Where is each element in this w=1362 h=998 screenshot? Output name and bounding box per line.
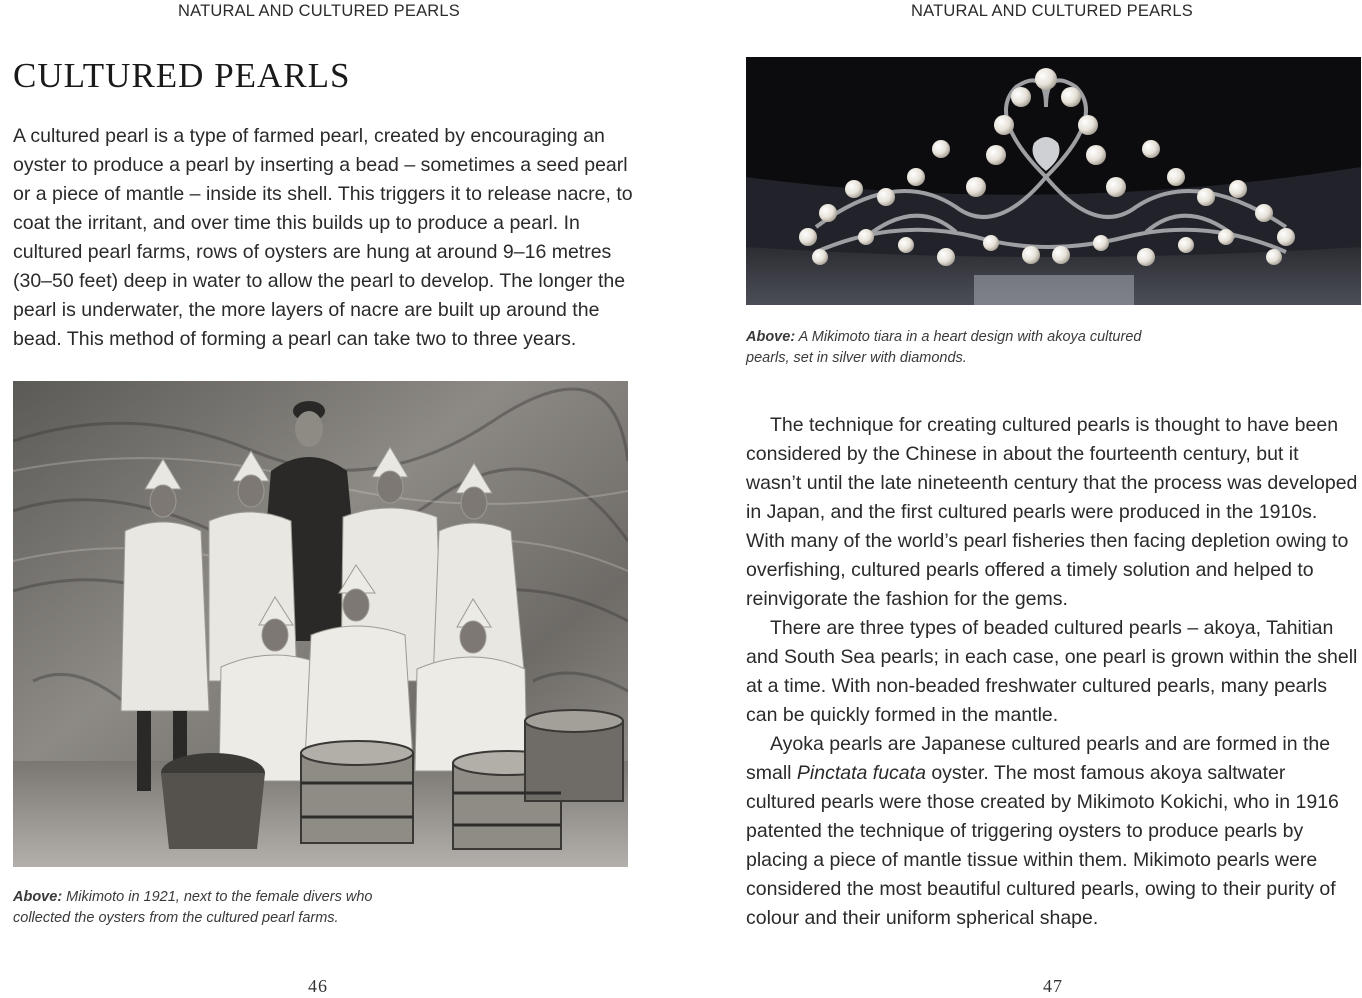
species-name: Pinctata fucata [796,762,926,784]
divers-photo [13,381,628,867]
caption-left-lead: Above: [13,889,63,905]
caption-left-text: Mikimoto in 1921, next to the female divers who collected the oysters from the cultured pearl farms. [13,889,373,926]
paragraph-3-end: oyster. The most famous akoya saltwater cultured pearls were those created by Mikimoto Kokichi, who in 1916 patented the technique of triggering oysters to produce pearls by placing a piece of mantle tissue within them. Mikimoto pearls were considered the most beautiful cultured pearls, owing to their purity of colour and their uniform spherical shape. [746,762,1339,929]
right-page [681,0,1362,998]
caption-right [746,327,1176,369]
main-text [746,411,1358,933]
page-number-left: 46 [308,976,328,996]
page-number-right: 47 [1043,976,1063,996]
paragraph-1: The technique for creating cultured pearls is thought to have been considered by the Chinese in about the fourteenth century, but it wasn’t until the late nineteenth century that the process was developed in Japan, and the first cultured pearls were produced in the 1910s. With many of the world’s pearl fisheries then facing depletion owing to overfishing, cultured pearls offered a timely solution and helped to reinvigorate the fashion for the gems. [746,414,1358,610]
tiara-photo-image [746,57,1361,305]
intro-paragraph: A cultured pearl is a type of farmed pearl, created by encouraging an oyster to produce a pearl by inserting a bead – sometimes a seed pearl or a piece of mantle – inside its shell. This triggers it to release nacre, to coat the irritant, and over time this builds up to produce a pearl. In cultured pearl farms, rows of oysters are hung at around 9–16 metres (30–50 feet) deep in water to allow the pearl to develop. The longer the pearl is underwater, the more layers of nacre are built up around the bead. This method of forming a pearl can take two to three years. [13,125,633,350]
paragraph-3 [746,730,1358,933]
paragraph-3-start: Ayoka pearls are Japanese cultured pearls and are formed in the small [746,733,1331,784]
caption-left [13,887,413,929]
paragraph-2: There are three types of beaded cultured pearls – akoya, Tahitian and South Sea pearls; in each case, one pearl is grown within the shell at a time. With non-beaded freshwater cultured pearls, many pearls can be quickly formed in the mantle. [746,617,1358,726]
tiara-photo [746,57,1361,305]
running-head-left: NATURAL AND CULTURED PEARLS [178,2,460,20]
chapter-title: CULTURED PEARLS [13,56,351,95]
caption-right-text: A Mikimoto tiara in a heart design with akoya cultured pearls, set in silver with diamonds. [746,329,1142,366]
running-head-right: NATURAL AND CULTURED PEARLS [911,2,1193,20]
caption-right-lead: Above: [746,329,796,345]
divers-photo-image [13,381,628,867]
